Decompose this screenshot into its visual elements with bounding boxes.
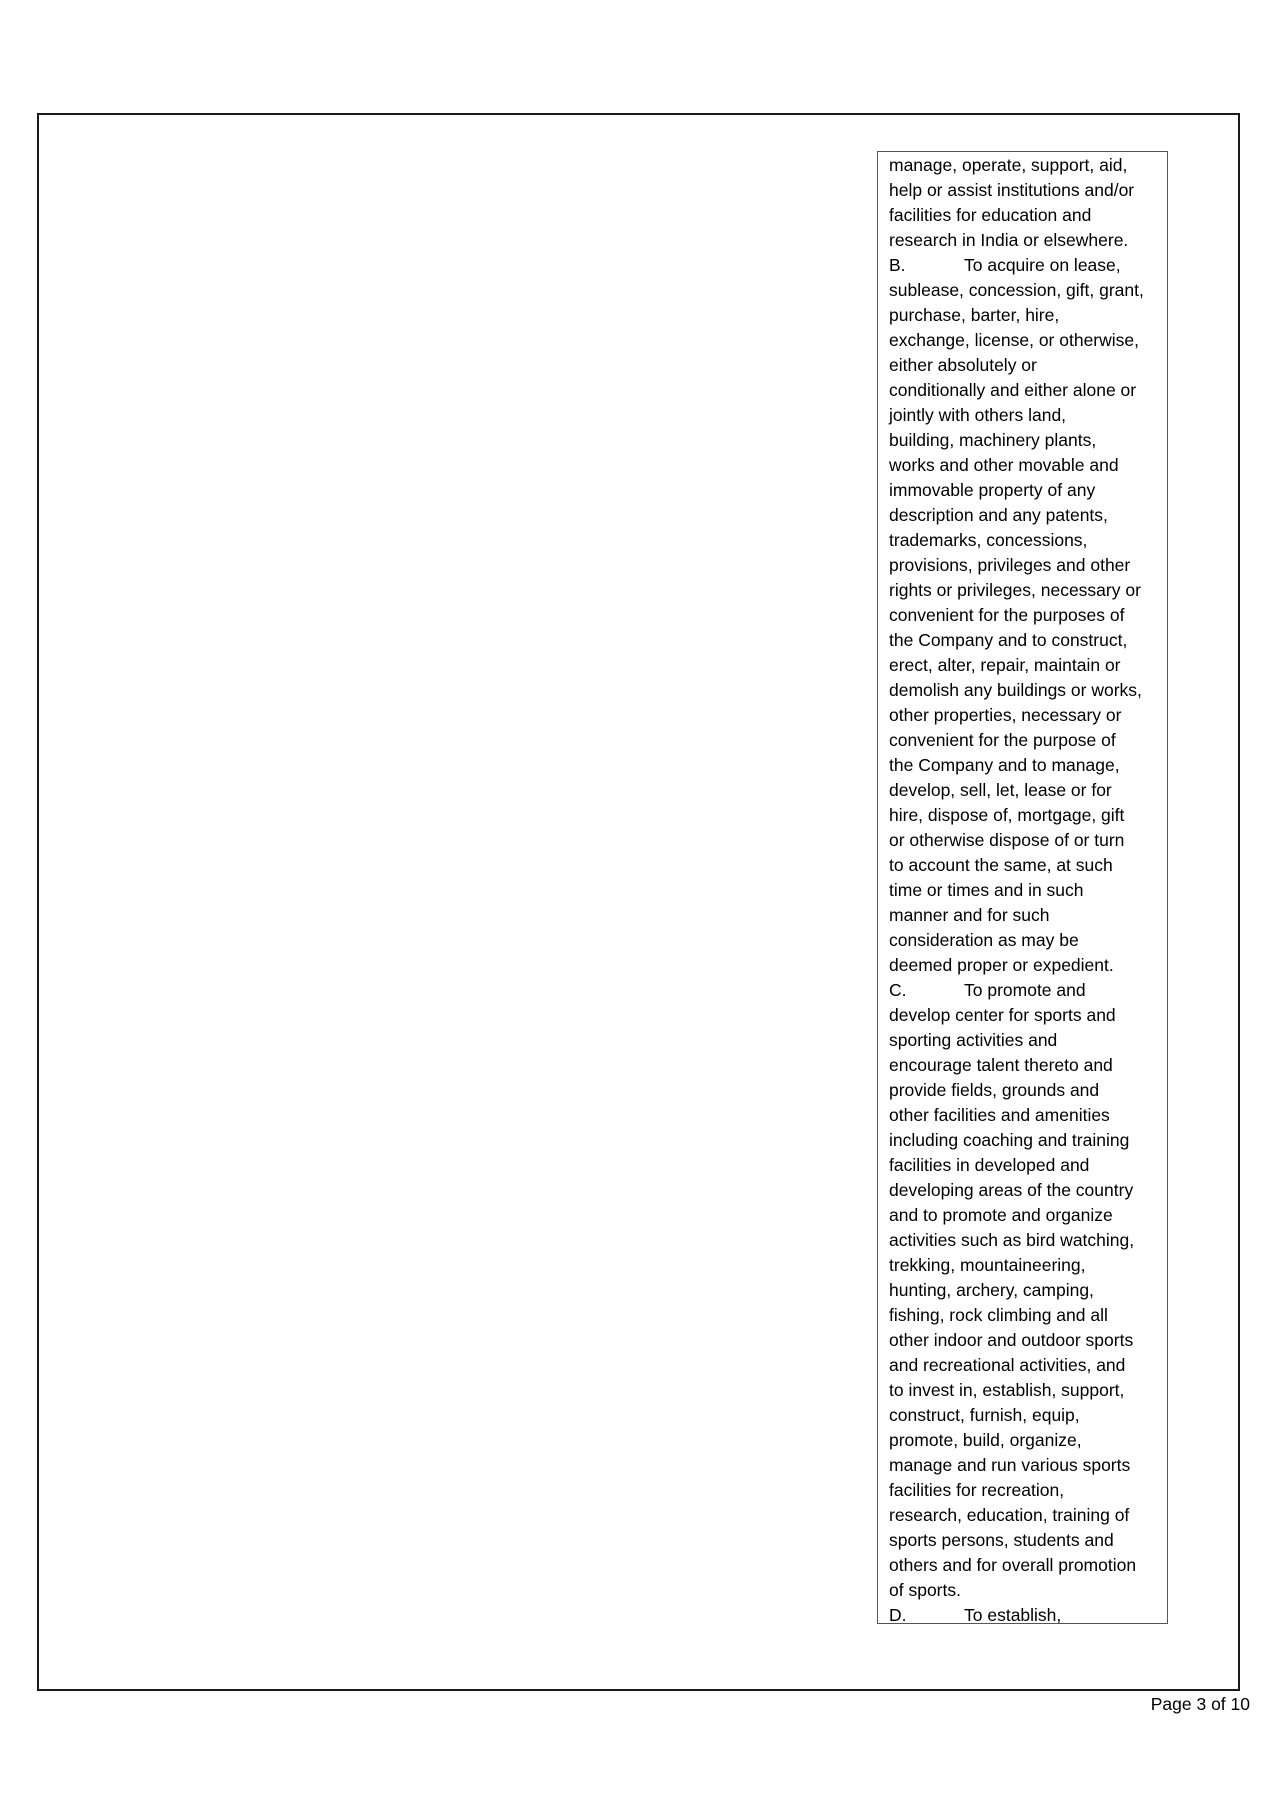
- line-text: consideration as may be: [889, 930, 1079, 950]
- line-text: sports persons, students and: [889, 1530, 1114, 1550]
- text-line: [889, 153, 1127, 178]
- line-text: works and other movable and: [889, 455, 1119, 475]
- line-text: purchase, barter, hire,: [889, 305, 1060, 325]
- line-text: to account the same, at such: [889, 855, 1113, 875]
- line-text: of sports.: [889, 1580, 961, 1600]
- text-line: [889, 1328, 1133, 1353]
- text-line: [889, 1053, 1113, 1078]
- text-line: [889, 528, 1087, 553]
- clause-marker: C.: [889, 980, 907, 1000]
- text-line: [889, 1378, 1124, 1403]
- line-text: trekking, mountaineering,: [889, 1255, 1086, 1275]
- line-text: manage, operate, support, aid,: [889, 155, 1128, 175]
- line-text: convenient for the purposes of: [889, 605, 1125, 625]
- text-line: [889, 1003, 1116, 1028]
- text-line: [889, 728, 1116, 753]
- text-line: [889, 1278, 1094, 1303]
- line-text: encourage talent thereto and: [889, 1055, 1113, 1075]
- text-line: [889, 1078, 1099, 1103]
- objects-text-box: [877, 151, 1168, 1624]
- text-line: [889, 403, 1066, 428]
- line-text: hunting, archery, camping,: [889, 1280, 1094, 1300]
- line-text: fishing, rock climbing and all: [889, 1305, 1108, 1325]
- line-text: either absolutely or: [889, 355, 1037, 375]
- line-text: convenient for the purpose of: [889, 730, 1116, 750]
- text-line: [889, 1353, 1125, 1378]
- text-line: [889, 503, 1108, 528]
- text-line: [889, 328, 1139, 353]
- line-text: other properties, necessary or: [889, 705, 1122, 725]
- line-text: other indoor and outdoor sports: [889, 1330, 1134, 1350]
- text-line: [889, 1428, 1082, 1453]
- line-text: To acquire on lease,: [964, 255, 1121, 275]
- line-text: the Company and to construct,: [889, 630, 1128, 650]
- line-text: activities such as bird watching,: [889, 1230, 1135, 1250]
- line-text: develop, sell, let, lease or for: [889, 780, 1112, 800]
- line-text: building, machinery plants,: [889, 430, 1097, 450]
- line-text: manage and run various sports: [889, 1455, 1131, 1475]
- line-text: construct, furnish, equip,: [889, 1405, 1080, 1425]
- line-text: facilities in developed and: [889, 1155, 1090, 1175]
- line-text: provide fields, grounds and: [889, 1080, 1100, 1100]
- text-line: [889, 1303, 1108, 1328]
- line-text: develop center for sports and: [889, 1005, 1116, 1025]
- text-line: [889, 703, 1121, 728]
- text-line: [889, 453, 1119, 478]
- clause-marker: B.: [889, 255, 906, 275]
- text-line: [889, 753, 1120, 778]
- line-text: demolish any buildings or works,: [889, 680, 1142, 700]
- line-text: the Company and to manage,: [889, 755, 1120, 775]
- line-text: exchange, license, or otherwise,: [889, 330, 1139, 350]
- text-line: [889, 1203, 1113, 1228]
- text-line: [889, 1178, 1133, 1203]
- text-line: [889, 778, 1112, 803]
- clause-line: [889, 978, 1086, 1003]
- line-text: To promote and: [964, 980, 1086, 1000]
- text-line: [889, 1478, 1064, 1503]
- clause-line: [889, 253, 1121, 278]
- line-text: description and any patents,: [889, 505, 1108, 525]
- line-text: manner and for such: [889, 905, 1050, 925]
- line-text: To establish,: [964, 1605, 1062, 1624]
- text-line: [889, 1578, 961, 1603]
- line-text: or otherwise dispose of or turn: [889, 830, 1125, 850]
- line-text: other facilities and amenities: [889, 1105, 1110, 1125]
- line-text: immovable property of any: [889, 480, 1096, 500]
- clause-line: [889, 1603, 1061, 1624]
- text-line: [889, 1253, 1086, 1278]
- text-line: [889, 178, 1134, 203]
- line-text: sporting activities and: [889, 1030, 1058, 1050]
- line-text: to invest in, establish, support,: [889, 1380, 1125, 1400]
- text-line: [889, 428, 1096, 453]
- text-line: [889, 853, 1113, 878]
- text-line: [889, 553, 1130, 578]
- text-line: [889, 628, 1127, 653]
- text-line: [889, 653, 1121, 678]
- line-text: research, education, training of: [889, 1505, 1130, 1525]
- text-line: [889, 1028, 1057, 1053]
- text-line: [889, 353, 1037, 378]
- text-line: [889, 203, 1091, 228]
- line-text: including coaching and training: [889, 1130, 1130, 1150]
- text-line: [889, 1528, 1114, 1553]
- text-line: [889, 1553, 1136, 1578]
- line-text: developing areas of the country: [889, 1180, 1134, 1200]
- text-line: [889, 903, 1050, 928]
- line-text: conditionally and either alone or: [889, 380, 1137, 400]
- line-text: time or times and in such: [889, 880, 1084, 900]
- text-line: [889, 1403, 1080, 1428]
- line-text: facilities for education and: [889, 205, 1092, 225]
- line-text: erect, alter, repair, maintain or: [889, 655, 1121, 675]
- text-line: [889, 303, 1059, 328]
- line-text: promote, build, organize,: [889, 1430, 1082, 1450]
- line-text: help or assist institutions and/or: [889, 180, 1135, 200]
- text-line: [889, 953, 1114, 978]
- text-line: [889, 378, 1136, 403]
- line-text: rights or privileges, necessary or: [889, 580, 1141, 600]
- line-text: provisions, privileges and other: [889, 555, 1131, 575]
- text-line: [889, 228, 1128, 253]
- text-line: [889, 678, 1142, 703]
- page-number: Page 3 of 10: [1150, 1694, 1250, 1714]
- line-text: trademarks, concessions,: [889, 530, 1088, 550]
- text-line: [889, 603, 1124, 628]
- line-text: research in India or elsewhere.: [889, 230, 1129, 250]
- text-line: [889, 928, 1079, 953]
- text-line: [889, 478, 1095, 503]
- clause-marker: D.: [889, 1605, 907, 1624]
- line-text: facilities for recreation,: [889, 1480, 1065, 1500]
- text-line: [889, 878, 1084, 903]
- line-text: sublease, concession, gift, grant,: [889, 280, 1144, 300]
- text-line: [889, 1503, 1129, 1528]
- text-line: [889, 803, 1124, 828]
- text-line: [889, 828, 1124, 853]
- line-text: deemed proper or expedient.: [889, 955, 1114, 975]
- text-line: [889, 1453, 1130, 1478]
- line-text: and recreational activities, and: [889, 1355, 1126, 1375]
- text-line: [889, 278, 1144, 303]
- text-line: [889, 1153, 1089, 1178]
- line-text: and to promote and organize: [889, 1205, 1113, 1225]
- line-text: hire, dispose of, mortgage, gift: [889, 805, 1125, 825]
- text-line: [889, 1128, 1129, 1153]
- text-line: [889, 1103, 1110, 1128]
- text-line: [889, 578, 1141, 603]
- line-text: others and for overall promotion: [889, 1555, 1137, 1575]
- text-line: [889, 1228, 1134, 1253]
- line-text: jointly with others land,: [889, 405, 1067, 425]
